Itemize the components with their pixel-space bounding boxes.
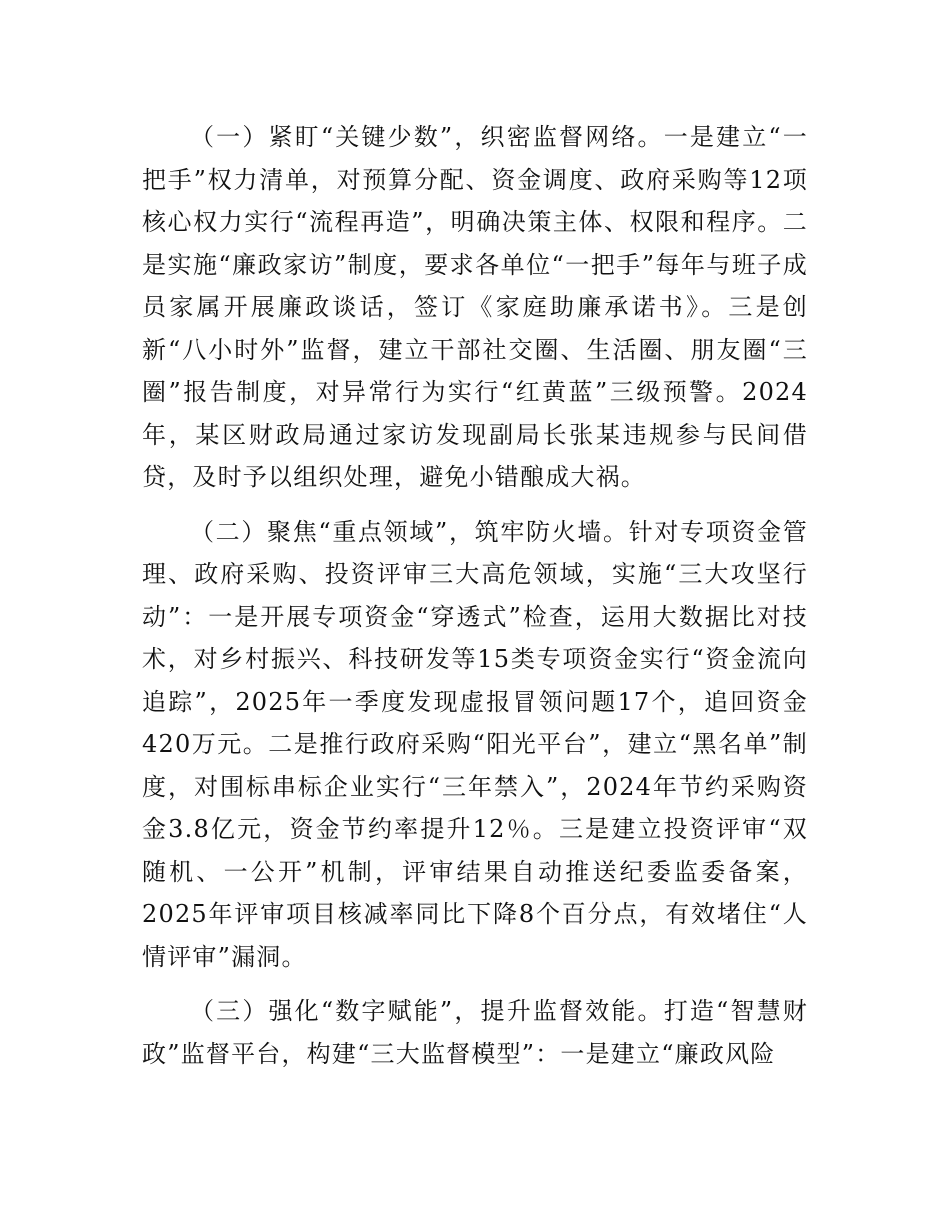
paragraph-key-minority: （一）紧盯“关键少数”，织密监督网络。一是建立“一把手”权力清单，对预算分配、资金调度、政府采购等12项核心权力实行“流程再造”，明确决策主体、权限和程序。二是实施“廉政家访”制度，要求各单位“一把手”每年与班子成员家属开展廉政谈话，签订《家庭助廉承诺书》。三是创新“八小时外”监督，建立干部社交圈、生活圈、朋友圈“三圈”报告制度，对异常行为实行“红黄蓝”三级预警。2024年，某区财政局通过家访发现副局长张某违规参与民间借贷，及时予以组织处理，避免小错酿成大祸。 xyxy=(142,123,808,491)
paragraph-digital-empowerment: （三）强化“数字赋能”，提升监督效能。打造“智慧财政”监督平台，构建“三大监督模型”：一是建立“廉政风险 xyxy=(142,997,808,1068)
paragraph-key-areas: （二）聚焦“重点领域”，筑牢防火墙。针对专项资金管理、政府采购、投资评审三大高危领域，实施“三大攻坚行动”：一是开展专项资金“穿透式”检查，运用大数据比对技术，对乡村振兴、科技研发等15类专项资金实行“资金流向追踪”，2025年一季度发现虚报冒领问题17个，追回资金420万元。二是推行政府采购“阳光平台”，建立“黑名单”制度，对围标串标企业实行“三年禁入”，2024年节约采购资金3.8亿元，资金节约率提升12％。三是建立投资评审“双随机、一公开”机制，评审结果自动推送纪委监委备案，2025年评审项目核减率同比下降8个百分点，有效堵住“人情评审”漏洞。 xyxy=(142,517,808,971)
document-page xyxy=(142,116,808,1087)
